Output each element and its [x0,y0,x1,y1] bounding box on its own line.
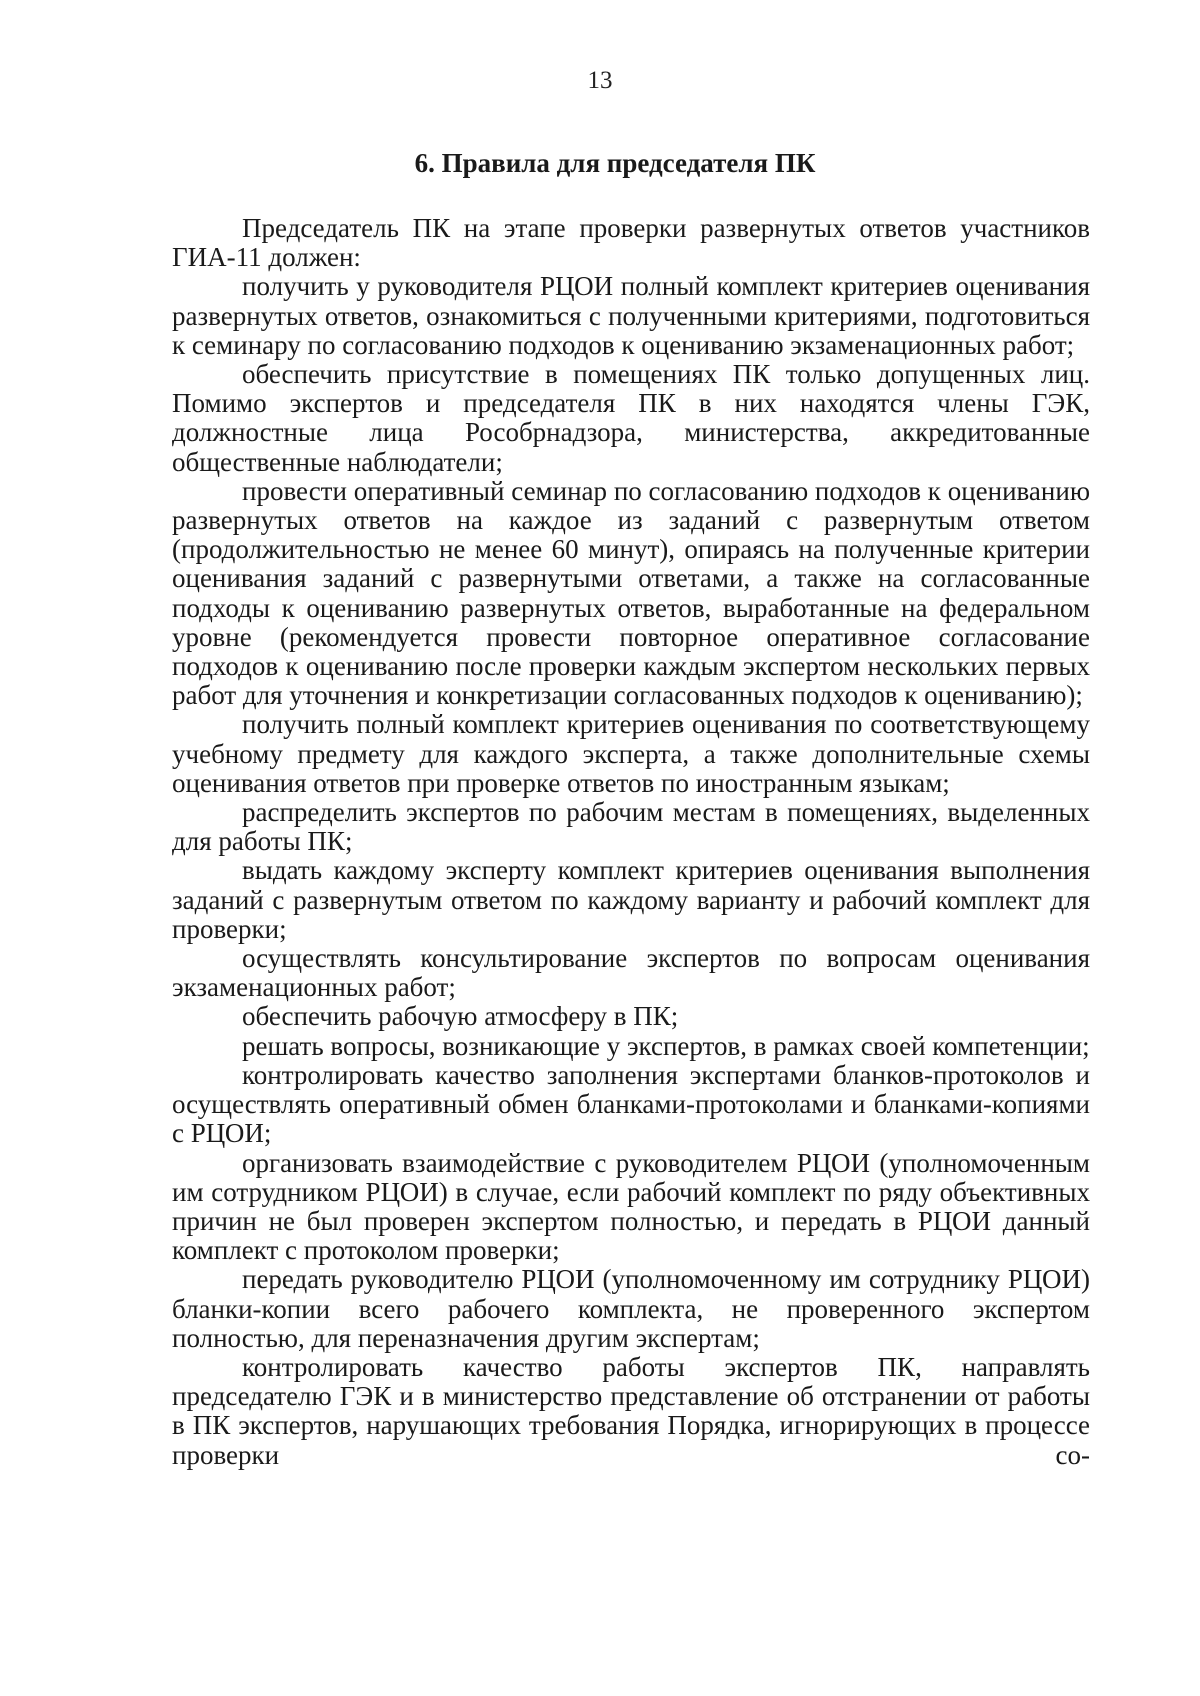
paragraph-item-continued: контролировать качество работы экспертов ПК, направлять председателю ГЭК и в министерство представление об отстранении от работы в ПК экспертов, нарушающих требования Порядка, игнорирующих в процессе проверки со- [172,1351,1090,1470]
body-text [172,214,1090,1470]
paragraph-item: получить у руководителя РЦОИ полный комплект критериев оценивания развернутых ответов, ознакомиться с полученными критериями, подготовиться к семинару по согласованию подходов к оцениванию экзаменационных работ; [172,271,1090,360]
paragraph-item: решать вопросы, возникающие у экспертов, в рамках своей компетенции; [242,1030,1090,1061]
paragraph-item: провести оперативный семинар по согласованию подходов к оцениванию развернутых ответов на каждое из заданий с развернутым ответом (продолжительностью не менее 60 минут), опираясь на полученные критерии оценивания заданий с развернутыми ответами, а также на согласованные подходы к оцениванию развернутых ответов, выработанные на федеральном уровне (рекомендуется провести повторное оперативное согласование подходов к оцениванию после проверки каждым экспертом нескольких первых работ для уточнения и конкретизации согласованных подходов к оцениванию); [172,475,1090,711]
paragraph-item: выдать каждому эксперту комплект критериев оценивания выполнения заданий с развернутым ответом по каждому варианту и рабочий комплект для проверки; [172,855,1090,944]
paragraph-item: распределить экспертов по рабочим местам в помещениях, выделенных для работы ПК; [172,797,1090,857]
section-title: 6. Правила для председателя ПК [414,148,816,178]
paragraph-item: осуществлять консультирование экспертов по вопросам оценивания экзаменационных работ; [172,943,1090,1003]
paragraph-item: обеспечить рабочую атмосферу в ПК; [242,1001,679,1032]
paragraph-item: организовать взаимодействие с руководителем РЦОИ (уполномоченным им сотрудником РЦОИ) в случае, если рабочий комплект по ряду объективных причин не был проверен экспертом полностью, и передать в РЦОИ данный комплект с протоколом проверки; [172,1147,1090,1266]
page-number: 13 [587,67,613,94]
paragraph-item: контролировать качество заполнения экспертами бланков-протоколов и осуществлять оперативный обмен бланками-протоколами и бланками-копиями с РЦОИ; [172,1059,1090,1149]
paragraph-item: получить полный комплект критериев оценивания по соответствующему учебному предмету для каждого эксперта, а также дополнительные схемы оценивания ответов при проверке ответов по иностранным языкам; [172,709,1090,798]
paragraph-intro: Председатель ПК на этапе проверки развернутых ответов участников ГИА-11 должен: [172,213,1090,273]
paragraph-item: обеспечить присутствие в помещениях ПК только допущенных лиц. Помимо экспертов и председателя ПК в них находятся члены ГЭК, должностные лица Рособрнадзора, министерства, аккредитованные общественные наблюдатели; [172,359,1090,477]
paragraph-item: передать руководителю РЦОИ (уполномоченному им сотруднику РЦОИ) бланки-копии всего рабочего комплекта, не проверенного экспертом полностью, для переназначения другим экспертам; [172,1264,1090,1353]
